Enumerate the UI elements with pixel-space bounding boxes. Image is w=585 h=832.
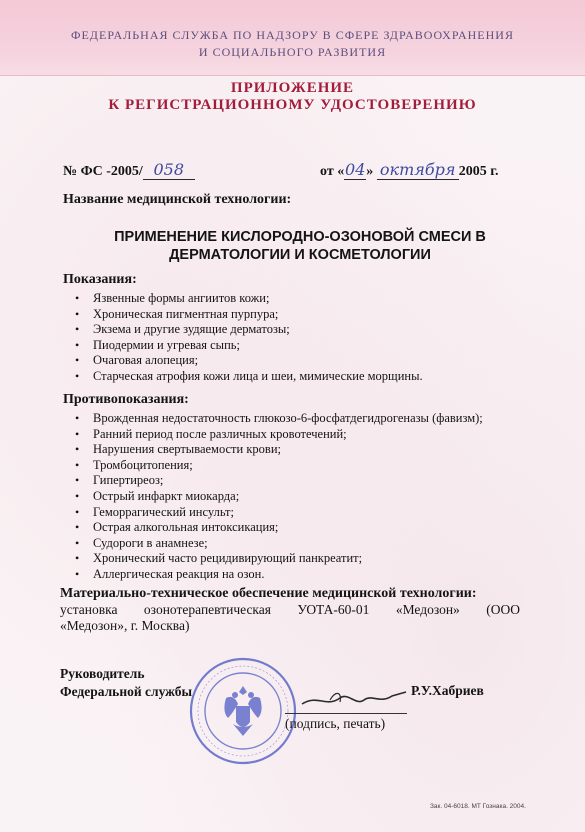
technology-title: ПРИМЕНЕНИЕ КИСЛОРОДНО-ОЗОНОВОЙ СМЕСИ В ДЕРМАТОЛОГИИ И КОСМЕТОЛОГИИ: [114, 229, 486, 263]
list-item: • Острая алкогольная интоксикация;: [63, 520, 483, 536]
list-item: • Врожденная недостаточность глюкозо-6-фосфатдегидрогеназы (фавизм);: [63, 411, 483, 427]
date-mid: »: [366, 164, 374, 179]
indications-list: [63, 291, 423, 385]
contraindications-heading: Противопоказания:: [63, 392, 189, 407]
list-item: • Старческая атрофия кожи лица и шеи, мимические морщины.: [63, 369, 423, 385]
list-item: • Экзема и другие зудящие дерматозы;: [63, 322, 423, 338]
signatory-role: [60, 665, 192, 701]
list-item: • Пиодермии и угревая сыпь;: [63, 338, 423, 354]
handwritten-signature: [300, 684, 410, 710]
contraindications-list: [63, 411, 483, 583]
material-support: [60, 586, 520, 634]
list-item: • Нарушения свертываемости крови;: [63, 442, 483, 458]
date-year: 2005 г.: [458, 164, 499, 179]
official-stamp: [188, 656, 298, 766]
registration-number: [63, 160, 195, 180]
list-item: • Гипертиреоз;: [63, 473, 483, 489]
list-item: • Острый инфаркт миокарда;: [63, 489, 483, 505]
agency-name-line1: ФЕДЕРАЛЬНАЯ СЛУЖБА ПО НАДЗОРУ В СФЕРЕ ЗДРАВООХРАНЕНИЯ: [71, 28, 514, 42]
material-line2: «Медозон», г. Москва): [60, 618, 190, 633]
signatory-name: Р.У.Хабриев: [411, 683, 484, 698]
list-item: • Очаговая алопеция;: [63, 353, 423, 369]
date-month: октября: [377, 160, 459, 180]
list-item: • Хронический часто рецидивирующий панкреатит;: [63, 551, 483, 567]
material-line1: установка озонотерапевтическая УОТА-60-01 «Медозон» (ООО: [60, 602, 520, 617]
print-note: Зак. 04-6018. МТ Гознака. 2004.: [430, 803, 526, 810]
list-item: • Хроническая пигментная пурпура;: [63, 307, 423, 323]
appendix-title-line2: К РЕГИСТРАЦИОННОМУ УДОСТОВЕРЕНИЮ: [108, 97, 477, 113]
registration-date: [320, 160, 498, 180]
date-prefix: от «: [320, 164, 345, 179]
list-item: • Ранний период после различных кровотечений;: [63, 427, 483, 443]
registration-number-value: 058: [143, 160, 195, 180]
indications-heading: Показания:: [63, 272, 137, 287]
date-day: 04: [345, 160, 366, 179]
signature-line: [285, 713, 407, 714]
registration-number-label: № ФС -2005/: [63, 164, 143, 179]
role-line1: Руководитель: [60, 666, 145, 681]
list-item: • Язвенные формы ангиитов кожи;: [63, 291, 423, 307]
list-item: • Аллергическая реакция на озон.: [63, 567, 483, 583]
appendix-title-line1: ПРИЛОЖЕНИЕ: [230, 80, 355, 96]
agency-name-line2: И СОЦИАЛЬНОГО РАЗВИТИЯ: [198, 45, 387, 59]
technology-label: Название медицинской технологии:: [63, 192, 292, 207]
material-heading: Материально-техническое обеспечение медицинской технологии:: [60, 586, 477, 601]
role-line2: Федеральной службы: [60, 684, 193, 699]
signature-caption: (подпись, печать): [285, 716, 386, 731]
list-item: • Тромбоцитопения;: [63, 458, 483, 474]
list-item: • Геморрагический инсульт;: [63, 505, 483, 521]
list-item: • Судороги в анамнезе;: [63, 536, 483, 552]
